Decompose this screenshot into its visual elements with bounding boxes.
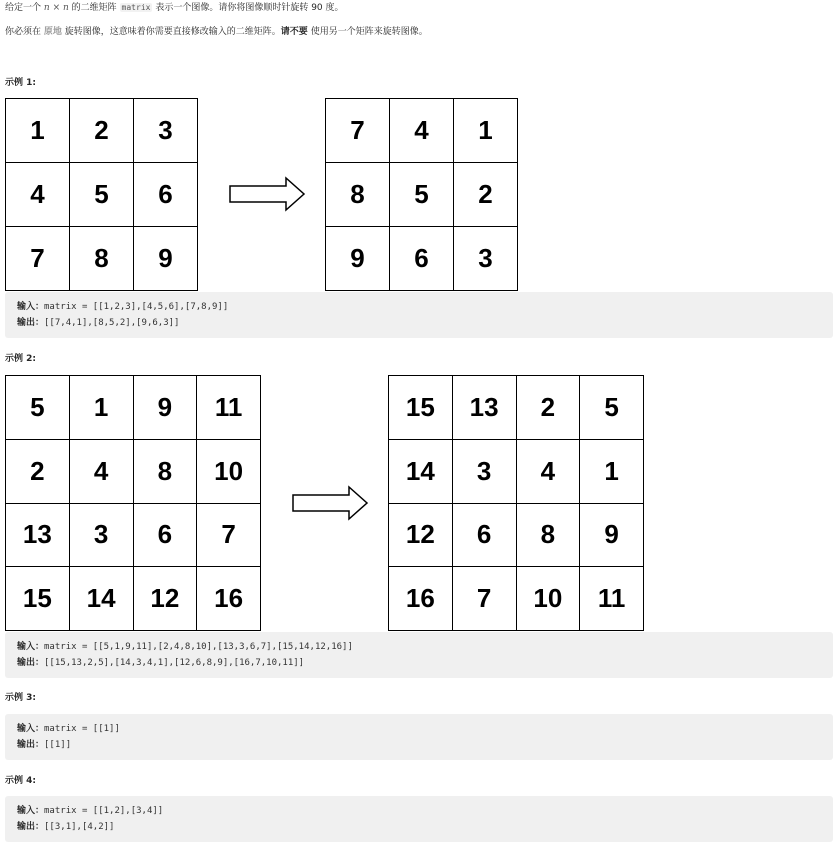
example-2-code-block [5,632,833,678]
matrix-cell: 6 [134,163,197,226]
example-1-title: 示例 1: [5,78,36,88]
matrix-cell: 10 [517,567,580,630]
example-1-code-block [5,292,833,338]
example-3-title: 示例 3: [5,693,36,703]
emphasis-do-not: 请不要 [280,27,308,37]
output-label: 输出： [17,658,45,668]
matrix-cell: 14 [389,440,452,503]
input-line [17,721,821,737]
input-value: matrix = [[1,2],[3,4]] [44,806,164,816]
matrix-cell: 9 [134,227,197,290]
output-line [17,315,821,331]
desc-text: 你必须在 [5,27,42,37]
output-line [17,655,821,671]
matrix-cell: 6 [453,504,516,567]
inline-code-matrix: matrix [121,3,151,12]
matrix-cell: 12 [134,567,197,630]
matrix-cell: 11 [580,567,643,630]
matrix-cell: 6 [390,227,453,290]
matrix-cell: 5 [390,163,453,226]
matrix-cell: 12 [389,504,452,567]
matrix-cell: 5 [6,376,69,439]
matrix-cell: 3 [454,227,517,290]
matrix-cell: 7 [197,504,260,567]
example-1-matrix-before [5,98,198,291]
example-2-matrix-after [388,375,644,631]
right-arrow-icon [291,485,369,521]
matrix-cell: 4 [6,163,69,226]
matrix-cell: 2 [6,440,69,503]
matrix-cell: 4 [517,440,580,503]
input-value: matrix = [[1]] [44,724,120,734]
problem-description-line-2 [5,26,428,38]
matrix-cell: 8 [134,440,197,503]
input-label: 输入： [17,642,45,652]
matrix-cell: 7 [326,99,389,162]
matrix-cell: 9 [326,227,389,290]
example-3-code-block [5,714,833,760]
desc-text: 给定一个 [5,3,42,13]
desc-text: 旋转图像，这意味着你需要直接修改输入的二维矩阵。 [64,27,281,37]
input-label: 输入： [17,806,45,816]
matrix-cell: 1 [70,376,133,439]
input-value: matrix = [[1,2,3],[4,5,6],[7,8,9]] [44,302,229,312]
math-n: n [62,3,69,13]
matrix-cell: 2 [517,376,580,439]
matrix-cell: 2 [70,99,133,162]
matrix-cell: 4 [70,440,133,503]
output-value: [[1]] [44,740,72,750]
output-label: 输出： [17,318,45,328]
matrix-cell: 16 [389,567,452,630]
desc-text: 表示一个图像。请你将图像顺时针旋转 90 度。 [155,3,344,13]
matrix-cell: 3 [453,440,516,503]
input-label: 输入： [17,724,45,734]
desc-text: 使用另一个矩阵来旋转图像。 [310,27,428,37]
matrix-cell: 16 [197,567,260,630]
matrix-cell: 4 [390,99,453,162]
output-value: [[7,4,1],[8,5,2],[9,6,3]] [44,318,180,328]
matrix-cell: 6 [134,504,197,567]
example-1-matrix-after [325,98,518,291]
matrix-cell: 8 [326,163,389,226]
output-line [17,737,821,753]
matrix-cell: 1 [454,99,517,162]
input-label: 输入： [17,302,45,312]
matrix-cell: 15 [6,567,69,630]
desc-text: 的二维矩阵 [71,3,117,13]
output-line [17,819,821,835]
output-value: [[15,13,2,5],[14,3,4,1],[12,6,8,9],[16,7,10,11]] [44,658,305,668]
matrix-cell: 7 [453,567,516,630]
matrix-cell: 1 [6,99,69,162]
math-times: × [52,3,61,13]
matrix-cell: 7 [6,227,69,290]
matrix-cell: 9 [580,504,643,567]
matrix-cell: 5 [580,376,643,439]
matrix-cell: 15 [389,376,452,439]
matrix-cell: 11 [197,376,260,439]
matrix-cell: 5 [70,163,133,226]
matrix-cell: 8 [517,504,580,567]
example-4-code-block [5,796,833,842]
matrix-cell: 1 [580,440,643,503]
matrix-cell: 3 [70,504,133,567]
example-4-title: 示例 4: [5,776,36,786]
input-value: matrix = [[5,1,9,11],[2,4,8,10],[13,3,6,7],[15,14,12,16]] [44,642,353,652]
matrix-cell: 8 [70,227,133,290]
in-place-link[interactable]: 原地 [43,27,62,37]
example-2-matrix-before [5,375,261,631]
output-value: [[3,1],[4,2]] [44,822,115,832]
math-n: n [43,3,50,13]
matrix-cell: 2 [454,163,517,226]
matrix-cell: 13 [6,504,69,567]
right-arrow-icon [228,176,306,212]
output-label: 输出： [17,740,45,750]
output-label: 输出： [17,822,45,832]
matrix-cell: 9 [134,376,197,439]
input-line [17,639,821,655]
matrix-cell: 13 [453,376,516,439]
example-2-title: 示例 2: [5,354,36,364]
input-line [17,299,821,315]
problem-description-line-1 [5,2,344,14]
matrix-cell: 3 [134,99,197,162]
matrix-cell: 10 [197,440,260,503]
input-line [17,803,821,819]
matrix-cell: 14 [70,567,133,630]
